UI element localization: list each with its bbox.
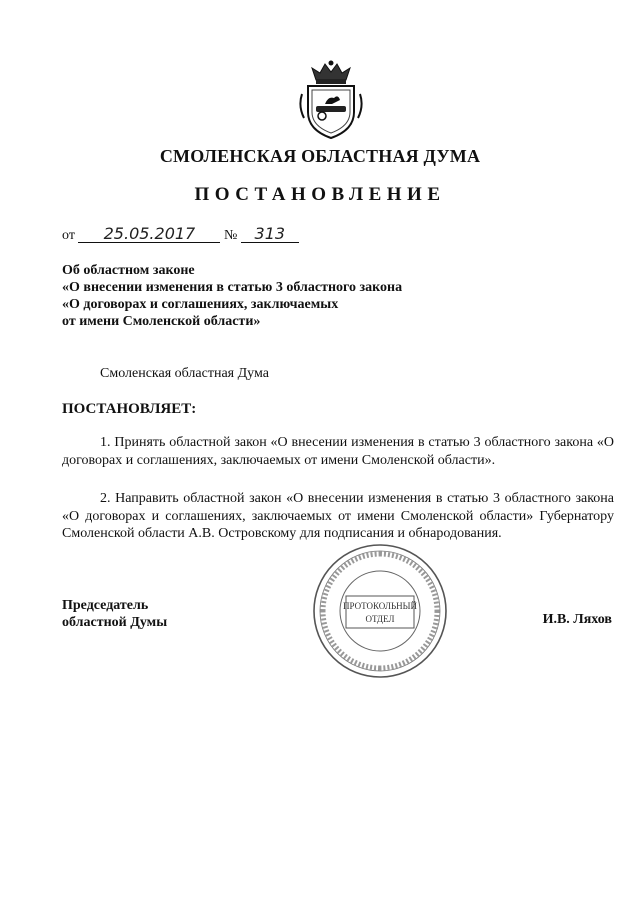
coat-of-arms-icon — [298, 60, 364, 140]
document-type-title: ПОСТАНОВЛЕНИЕ — [194, 184, 446, 205]
signer-name: И.В. Ляхов — [542, 612, 612, 627]
number-prefix: № — [223, 228, 238, 243]
date-prefix: от — [62, 228, 75, 243]
handwritten-date: 25.05.2017 — [78, 226, 220, 243]
subject-line: «О внесении изменения в статью 3 областного закона — [62, 280, 403, 295]
paragraph-1: 1. Принять областной закон «О внесении изменения в статью 3 областного закона «О договорах и соглашениях, заключаемых от имени Смоленской области». — [62, 435, 614, 468]
signer-title — [62, 597, 167, 631]
signer-title-line: областной Думы — [62, 615, 168, 630]
stamp-text-line: ОТДЕЛ — [365, 614, 395, 624]
round-seal-icon — [308, 542, 452, 680]
date-number-line — [62, 226, 299, 244]
handwritten-number: 313 — [241, 226, 299, 243]
decree-heading: ПОСТАНОВЛЯЕТ: — [62, 401, 197, 417]
intro-text: Смоленская областная Дума — [100, 366, 269, 381]
signer-title-line: Председатель — [62, 598, 149, 613]
subject-line: Об областном законе — [62, 263, 195, 278]
stamp-text-line: ПРОТОКОЛЬНЫЙ — [343, 601, 417, 611]
subject-line: от имени Смоленской области» — [62, 314, 261, 329]
organization-title: СМОЛЕНСКАЯ ОБЛАСТНАЯ ДУМА — [159, 146, 481, 166]
subject-line: «О договорах и соглашениях, заключаемых — [62, 297, 339, 312]
paragraph-2: 2. Направить областной закон «О внесении изменения в статью 3 областного закона «О договорах и соглашениях, заключаемых от имени Смоленской области» Губернатору Смоленской области А.В. Островскому для подписания и обнародования. — [62, 491, 614, 541]
subject-heading — [62, 262, 402, 330]
